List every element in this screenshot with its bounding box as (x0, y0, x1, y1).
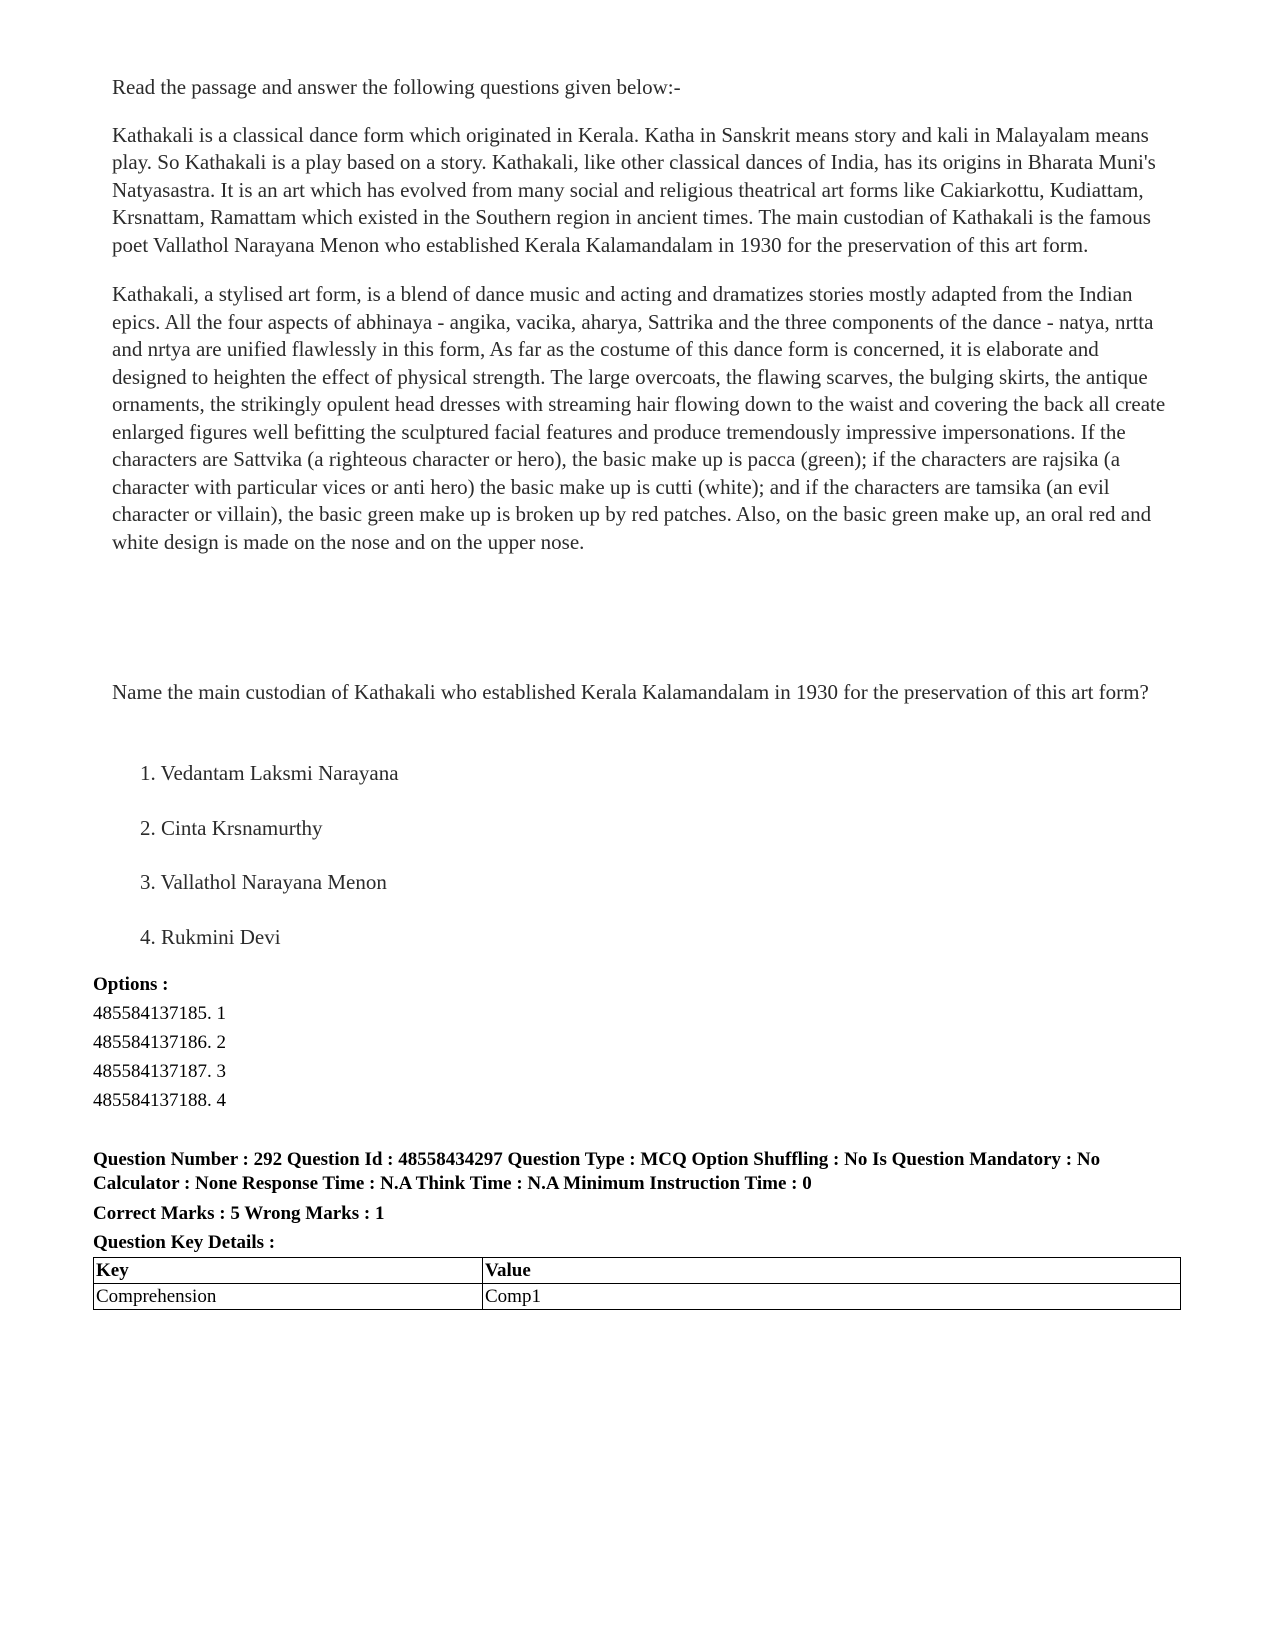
answer-choices (140, 760, 399, 978)
option-item: 485584137186. 2 (93, 1032, 226, 1053)
table-cell: Comp1 (483, 1284, 1181, 1310)
options-list (93, 970, 226, 1115)
options-title: Options : (93, 974, 169, 995)
marks-line: Correct Marks : 5 Wrong Marks : 1 (93, 1203, 385, 1224)
question-metadata (93, 1148, 1183, 1255)
answer-choice: 4. Rukmini Devi (140, 924, 281, 949)
passage-image-region (112, 74, 1172, 556)
table-row (94, 1284, 1181, 1310)
question-text: Name the main custodian of Kathakali who established Kerala Kalamandalam in 1930 for the preservation of this art form? (112, 680, 1149, 704)
table-header-cell: Value (483, 1258, 1181, 1284)
option-item: 485584137188. 4 (93, 1090, 226, 1111)
key-details-table (93, 1257, 1181, 1310)
table-header-cell: Key (94, 1258, 483, 1284)
question-info-line: Question Number : 292 Question Id : 48558434297 Question Type : MCQ Option Shuffling : No Is Question Mandatory : No Calculator : None Response Time : N.A Think Time : N.A Minimum Instruction Time : 0 (93, 1149, 1101, 1194)
table-cell: Comprehension (94, 1284, 483, 1310)
table-header-row (94, 1258, 1181, 1284)
answer-choice: 3. Vallathol Narayana Menon (140, 870, 387, 894)
passage-paragraph-2: Kathakali, a stylised art form, is a blend of dance music and acting and dramatizes stories mostly adapted from the Indian epics. All the four aspects of abhinaya - angika, vacika, aharya, Sattrika and the three components of the dance - natya, nrtta and nrtya are unified flawlessly in this form, As far as the costume of this dance form is concerned, it is elaborate and designed to heighten the effect of physical strength. The large overcoats, the flawing scarves, the bulging skirts, the antique ornaments, the strikingly opulent head dresses with streaming hair flowing down to the waist and covering the back all create enlarged figures well befitting the sculptured facial features and produce tremendously impressive impersonations. If the characters are Sattvika (a righteous character or hero), the basic make up is pacca (green); if the characters are rajsika (a character with particular vices or anti hero) the basic make up is cutti (white); and if the characters are tamsika (an evil character or villain), the basic green make up is broken up by red patches. Also, on the basic green make up, an oral red and white design is made on the nose and on the upper nose. (112, 282, 1166, 554)
passage-paragraph-1: Kathakali is a classical dance form which originated in Kerala. Katha in Sanskrit means story and kali in Malayalam means play. So Kathakali is a play based on a story. Kathakali, like other classical dances of India, has its origins in Bharata Muni's Natyasastra. It is an art which has evolved from many social and religious theatrical art forms like Cakiarkottu, Kudiattam, Krsnattam, Ramattam which existed in the Southern region in ancient times. The main custodian of Kathakali is the famous poet Vallathol Narayana Menon who established Kerala Kalamandalam in 1930 for the preservation of this art form. (112, 122, 1156, 257)
option-item: 485584137185. 1 (93, 1003, 226, 1024)
answer-choice: 1. Vedantam Laksmi Narayana (140, 761, 399, 785)
key-details-title: Question Key Details : (93, 1232, 276, 1253)
option-item: 485584137187. 3 (93, 1061, 226, 1082)
answer-choice: 2. Cinta Krsnamurthy (140, 815, 323, 840)
passage-intro: Read the passage and answer the following questions given below:- (112, 75, 681, 99)
